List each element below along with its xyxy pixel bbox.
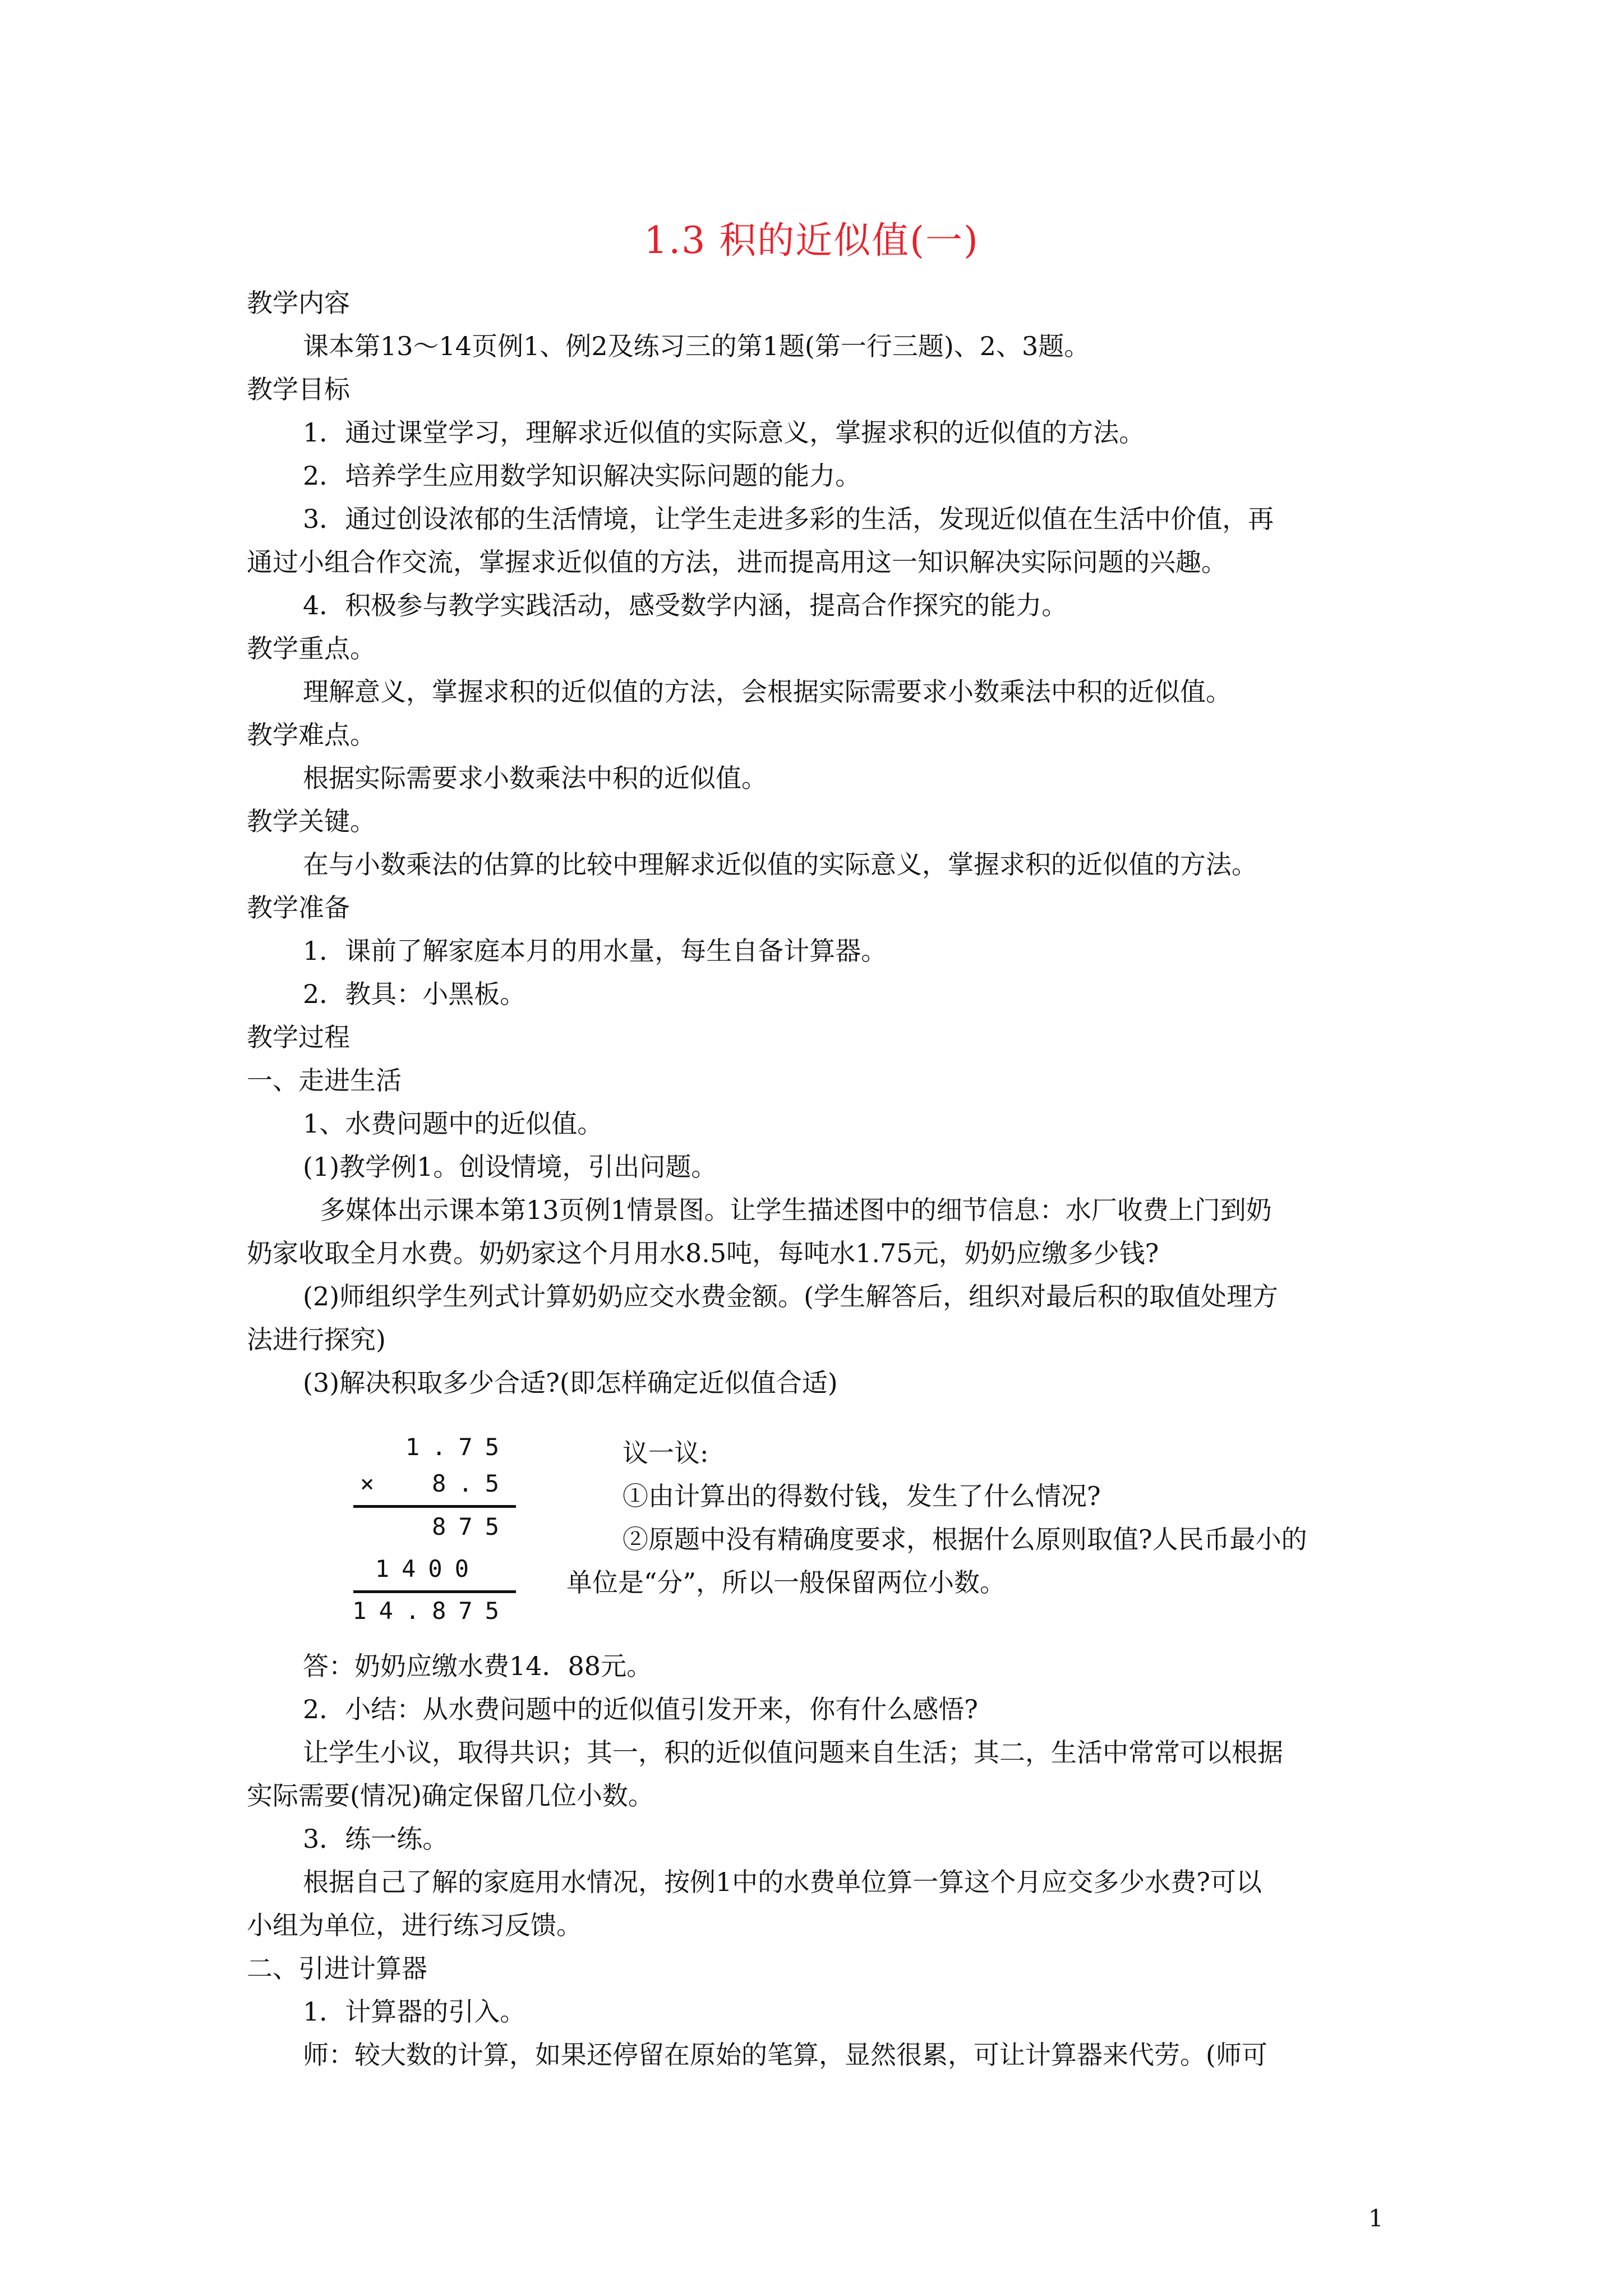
rule-line (353, 1505, 516, 1508)
paragraph: (1)教学例1。创设情境，引出问题。 (303, 1152, 717, 1182)
paragraph: 2．小结：从水费问题中的近似值引发开来，你有什么感悟? (303, 1694, 978, 1724)
paragraph-continued: 小组为单位，进行练习反馈。 (247, 1910, 582, 1940)
paragraph: (3)解决积取多少合适?(即怎样确定近似值合适) (303, 1368, 838, 1398)
heading-objectives: 教学目标 (247, 374, 350, 404)
paragraph-continued: 实际需要(情况)确定保留几位小数。 (247, 1780, 654, 1811)
paragraph: 3．通过创设浓郁的生活情境，让学生走进多彩的生活，发现近似值在生活中价值，再 (303, 504, 1274, 534)
partial-product-1: 875 (432, 1513, 511, 1540)
partial-product-2: 1400 (375, 1555, 481, 1582)
paragraph: 4．积极参与教学实践活动，感受数学内涵，提高合作探究的能力。 (303, 590, 1068, 620)
discussion-heading: 议一议: (623, 1438, 709, 1468)
paragraph: 根据实际需要求小数乘法中积的近似值。 (303, 763, 767, 793)
page-number: 1 (1368, 2205, 1384, 2232)
paragraph-continued: 通过小组合作交流，掌握求近似值的方法，进而提高用这一知识解决实际问题的兴趣。 (247, 547, 1227, 577)
discussion-item: ②原题中没有精确度要求，根据什么原则取值?人民币最小的 (623, 1524, 1307, 1554)
paragraph: 根据自己了解的家庭用水情况，按例1中的水费单位算一算这个月应交多少水费?可以 (303, 1867, 1262, 1897)
paragraph: 多媒体出示课本第13页例1情景图。让学生描述图中的细节信息：水厂收费上门到奶 (320, 1195, 1272, 1225)
paragraph: 课本第13～14页例1、例2及练习三的第1题(第一行三题)、2、3题。 (303, 331, 1090, 361)
paragraph: 2．培养学生应用数学知识解决实际问题的能力。 (303, 461, 861, 491)
paragraph: 2．教具：小黑板。 (303, 979, 526, 1009)
paragraph: 3．练一练。 (303, 1824, 449, 1854)
multiplier: 8.5 (432, 1470, 511, 1497)
paragraph: 让学生小议，取得共识；其一，积的近似值问题来自生活；其二，生活中常常可以根据 (303, 1737, 1283, 1768)
heading-key-points: 教学重点。 (247, 633, 376, 664)
rule-line (353, 1590, 516, 1593)
paragraph: 理解意义，掌握求积的近似值的方法，会根据实际需要求小数乘法中积的近似值。 (303, 677, 1232, 707)
paragraph: 师：较大数的计算，如果还停留在原始的笔算，显然很累，可让计算器来代劳。(师可 (303, 2040, 1267, 2070)
paragraph: 1、水费问题中的近似值。 (303, 1108, 603, 1139)
times-sign: × (360, 1470, 375, 1497)
paragraph: 1．课前了解家庭本月的用水量，每生自备计算器。 (303, 936, 887, 966)
product: 14.875 (352, 1597, 511, 1625)
paragraph: 1．通过课堂学习，理解求近似值的实际意义，掌握求积的近似值的方法。 (303, 417, 1145, 448)
discussion-item-continued: 单位是“分”，所以一般保留两位小数。 (566, 1567, 1006, 1598)
heading-key: 教学关键。 (247, 806, 376, 836)
paragraph-continued: 奶家收取全月水费。奶奶家这个月用水8.5吨，每吨水1.75元，奶奶应缴多少钱? (247, 1238, 1159, 1268)
paragraph-continued: 法进行探究) (247, 1324, 386, 1355)
discussion-item: ①由计算出的得数付钱，发生了什么情况? (623, 1481, 1101, 1511)
heading-difficulties: 教学难点。 (247, 720, 376, 750)
paragraph: 1．计算器的引入。 (303, 1996, 526, 2027)
answer: 答：奶奶应缴水费14．88元。 (303, 1651, 653, 1681)
page-title: 1.3 积的近似值(一) (644, 219, 979, 262)
vertical-multiplication (348, 1433, 516, 1635)
multiplicand: 1.75 (405, 1433, 511, 1461)
heading-preparation: 教学准备 (247, 892, 350, 923)
section-heading: 一、走进生活 (247, 1065, 402, 1096)
section-heading: 二、引进计算器 (247, 1953, 427, 1984)
paragraph: (2)师组织学生列式计算奶奶应交水费金额。(学生解答后，组织对最后积的取值处理方 (303, 1281, 1279, 1312)
heading-content: 教学内容 (247, 288, 350, 318)
paragraph: 在与小数乘法的估算的比较中理解求近似值的实际意义，掌握求积的近似值的方法。 (303, 849, 1257, 880)
heading-process: 教学过程 (247, 1022, 350, 1052)
